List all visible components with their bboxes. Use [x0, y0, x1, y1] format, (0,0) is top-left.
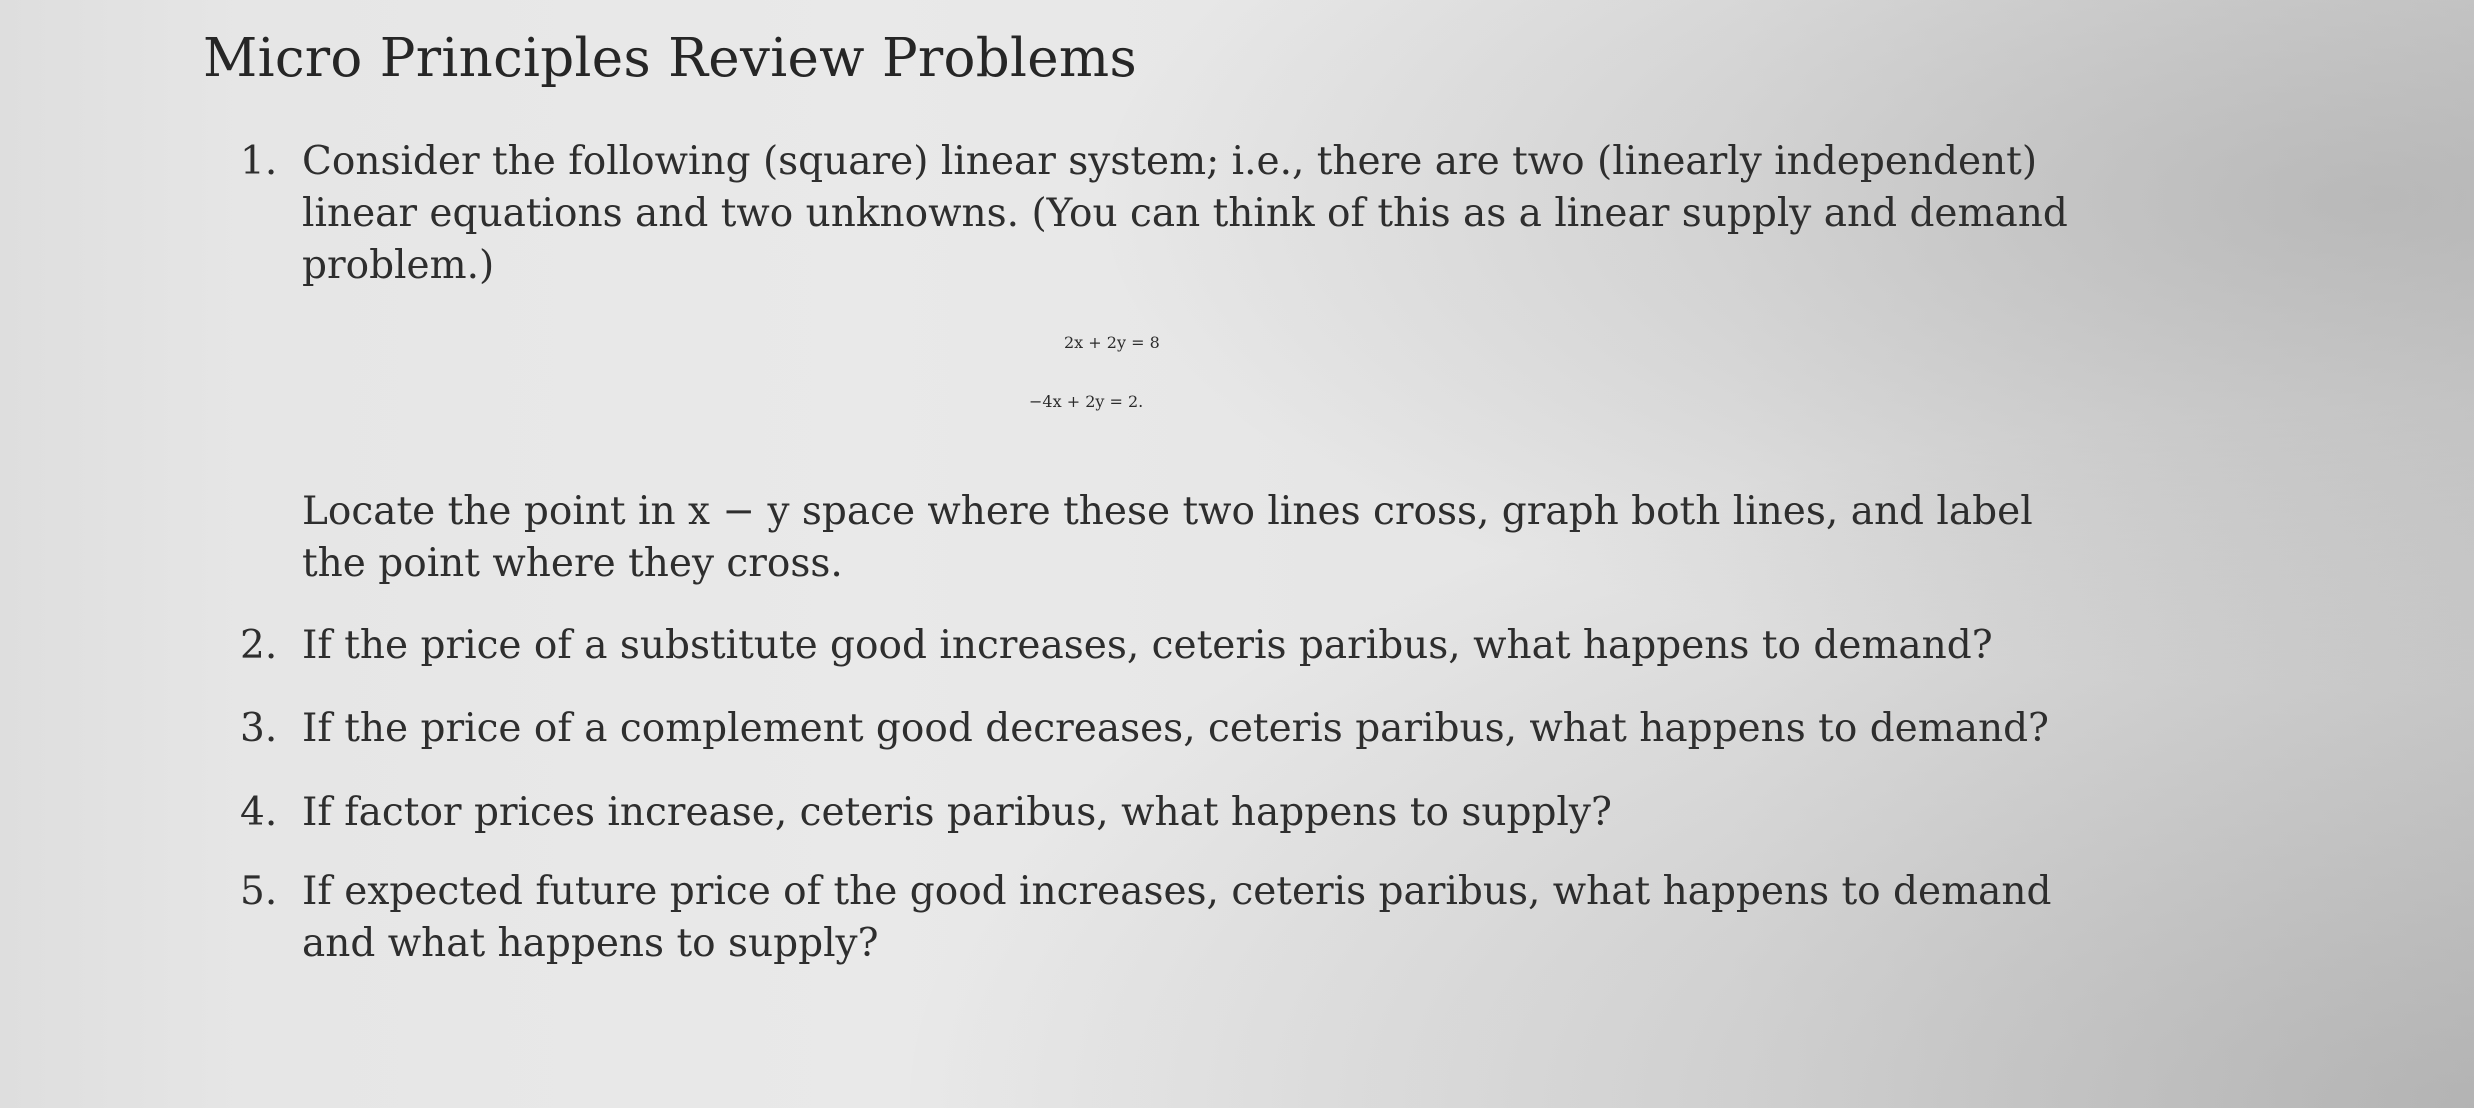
problem-text — [302, 703, 2082, 755]
problem-line: and what happens to supply? — [302, 921, 879, 966]
problem-line: If the price of a complement good decreases, ceteris paribus, what happens to demand? — [302, 706, 2049, 751]
problem-number: 2. — [240, 623, 278, 668]
equation-2: −4x + 2y = 2. — [1029, 392, 1144, 411]
problem-line: linear equations and two unknowns. (You can think of this as a linear supply and demand — [302, 191, 2068, 236]
problem-number: 3. — [240, 706, 278, 751]
problem-text — [302, 486, 2082, 590]
problem-number: 1. — [240, 139, 278, 184]
problem-text — [302, 136, 2082, 292]
problem-text — [302, 620, 2082, 672]
equation-1: 2x + 2y = 8 — [1064, 333, 1160, 352]
document-title: Micro Principles Review Problems — [203, 28, 1137, 89]
problem-line: If the price of a substitute good increases, ceteris paribus, what happens to demand? — [302, 623, 1993, 668]
problem-line: If factor prices increase, ceteris paribus, what happens to supply? — [302, 790, 1612, 835]
problem-line: If expected future price of the good increases, ceteris paribus, what happens to demand — [302, 869, 2052, 914]
problem-number: 4. — [240, 790, 278, 835]
problem-line: Consider the following (square) linear system; i.e., there are two (linearly independent) — [302, 139, 2038, 184]
problem-text — [302, 787, 2082, 839]
problem-line: problem.) — [302, 243, 495, 288]
problem-number: 5. — [240, 869, 278, 914]
problem-text — [302, 866, 2082, 970]
problem-line: Locate the point in x − y space where these two lines cross, graph both lines, and label — [302, 489, 2033, 534]
problem-line: the point where they cross. — [302, 541, 843, 586]
